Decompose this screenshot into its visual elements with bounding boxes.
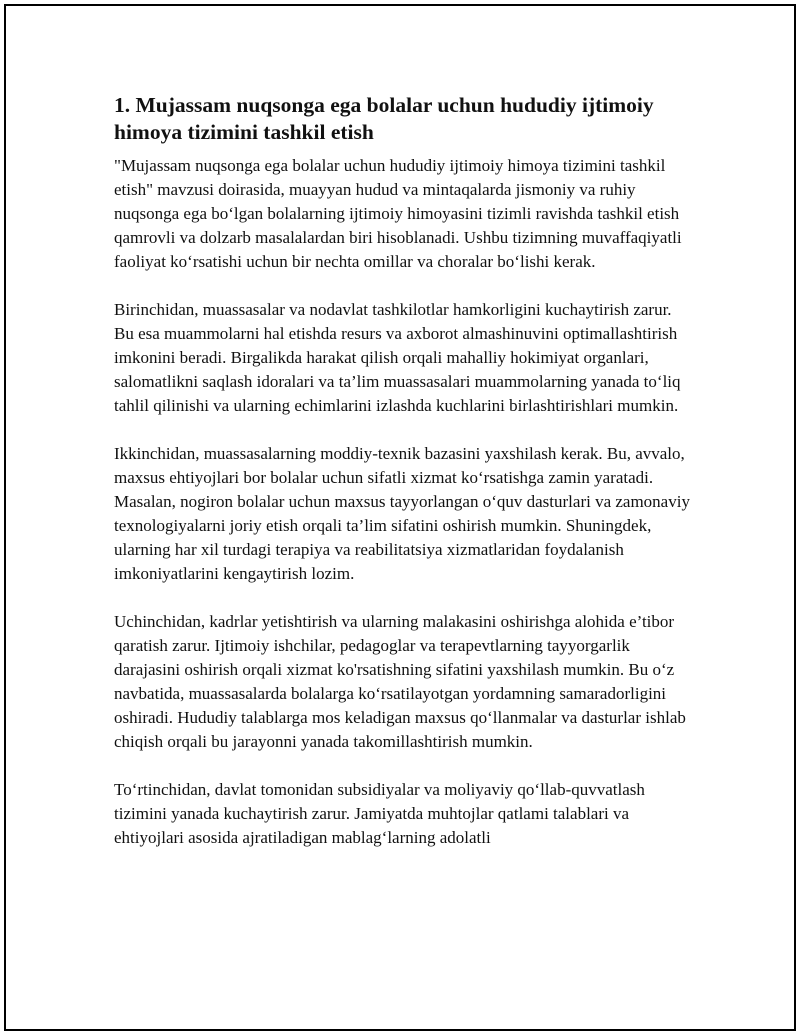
paragraph-first: Birinchidan, muassasalar va nodavlat tashkilotlar hamkorligini kuchaytirish zarur. Bu esa muammolarni hal etishda resurs va axborot almashinuvini optimallashtirish imkonini beradi. Birgalikda harakat qilish orqali mahalliy hokimiyat organlari, salomatlikni saqlash idoralari va ta’lim muassasalari muammolarning yanada to‘liq tahlil qilinishi va ularning echimlarini izlashda kuchlarini birlashtirishlari mumkin. bbox=[114, 300, 681, 415]
paragraph-intro: "Mujassam nuqsonga ega bolalar uchun hududiy ijtimoiy himoya tizimini tashkil etish" mavzusi doirasida, muayyan hudud va mintaqalarda jismoniy va ruhiy nuqsonga ega bo‘lgan bolalarning ijtimoiy himoyasini tizimli ravishda tashkil etish qamrovli va dolzarb masalalardan biri hisoblanadi. Ushbu tizimning muvaffaqiyatli faoliyat ko‘rsatishi uchun bir nechta omillar va choralar bo‘lishi kerak. bbox=[114, 156, 682, 271]
paragraph-third: Uchinchidan, kadrlar yetishtirish va ularning malakasini oshirishga alohida e’tibor qaratish zarur. Ijtimoiy ishchilar, pedagoglar va terapevtlarning tayyorgarlik darajasini oshirish orqali xizmat ko'rsatishning sifatini yaxshilash mumkin. Bu o‘z navbatida, muassasalarda bolalarga ko‘rsatilayotgan yordamning samaradorligini oshiradi. Hududiy talablarga mos keladigan maxsus qo‘llanmalar va dasturlar ishlab chiqish orqali bu jarayonni yanada takomillashtirish mumkin. bbox=[114, 612, 686, 751]
document-body bbox=[114, 92, 694, 874]
paragraph-second: Ikkinchidan, muassasalarning moddiy-texnik bazasini yaxshilash kerak. Bu, avvalo, maxsus ehtiyojlari bor bolalar uchun sifatli xizmat ko‘rsatishga zamin yaratadi. Masalan, nogiron bolalar uchun maxsus tayyorlangan o‘quv dasturlari va zamonaviy texnologiyalarni joriy etish orqali ta’lim sifatini oshirish mumkin. Shuningdek, ularning har xil turdagi terapiya va reabilitatsiya xizmatlaridan foydalanish imkoniyatlarini kengaytirish lozim. bbox=[114, 444, 690, 583]
section-heading: 1. Mujassam nuqsonga ega bolalar uchun hududiy ijtimoiy himoya tizimini tashkil etish bbox=[114, 93, 654, 144]
paragraph-fourth: To‘rtinchidan, davlat tomonidan subsidiyalar va moliyaviy qo‘llab-quvvatlash tizimini yanada kuchaytirish zarur. Jamiyatda muhtojlar qatlami talablari va ehtiyojlari asosida ajratiladigan mablag‘larning adolatli bbox=[114, 780, 645, 847]
